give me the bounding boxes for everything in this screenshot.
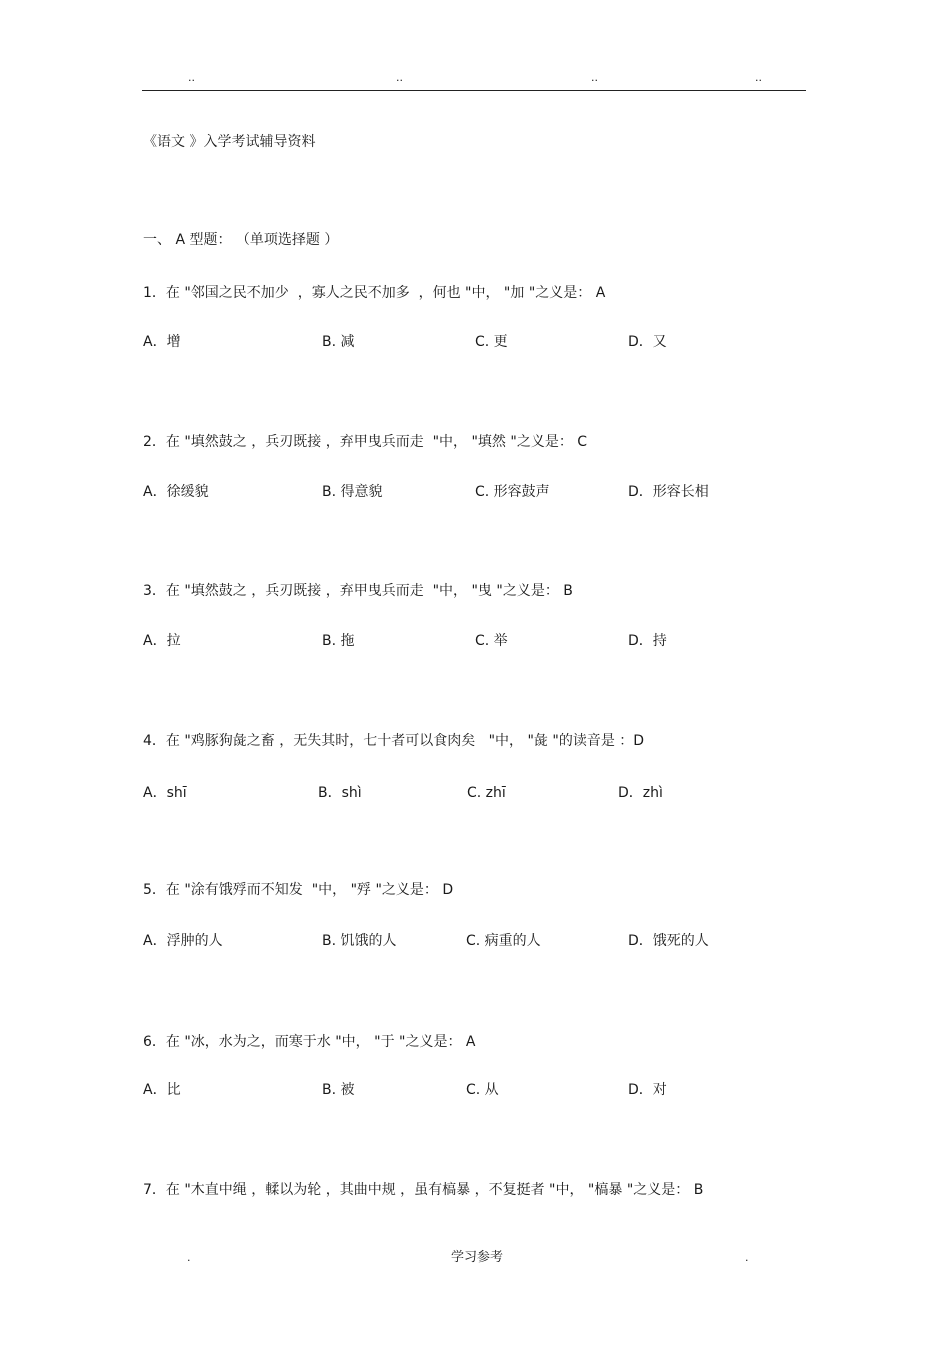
option-d: D．持 xyxy=(628,633,667,649)
option-a: A．浮肿的人 xyxy=(143,933,223,949)
header-dot: .. xyxy=(396,71,403,84)
option-b: B．shì xyxy=(318,785,362,801)
header-dot: .. xyxy=(188,71,195,84)
option-d: D．对 xyxy=(628,1082,667,1098)
option-c: C. 举 xyxy=(475,633,508,649)
question-stem: 6．在 "冰，水为之，而寒于水 "中， "于 "之义是： A xyxy=(143,1034,476,1050)
option-c: C. zhī xyxy=(467,785,506,801)
header-dot: .. xyxy=(591,71,598,84)
option-c: C. 更 xyxy=(475,334,508,350)
option-d: D．饿死的人 xyxy=(628,933,709,949)
option-c: C. 病重的人 xyxy=(466,933,541,949)
question-stem: 4．在 "鸡豚狗彘之畜 ，无失其时，七十者可以食肉矣 "中， "彘 "的读音是 ：D xyxy=(143,733,645,749)
option-d: D．zhì xyxy=(618,785,663,801)
footer-text: 学习参考 xyxy=(451,1250,504,1265)
option-a: A．徐缓貌 xyxy=(143,484,209,500)
header-rule xyxy=(142,90,806,91)
footer-dot-left: . xyxy=(187,1251,191,1264)
option-a: A．比 xyxy=(143,1082,181,1098)
option-b: B. 被 xyxy=(322,1082,355,1098)
document-title: 《语文 》入学考试辅导资料 xyxy=(143,134,316,150)
section-heading: 一、 A 型题： （单项选择题 ） xyxy=(143,232,339,248)
question-stem: 2．在 "填然鼓之 ，兵刃既接 ，弃甲曳兵而走 "中， "填然 "之义是： C xyxy=(143,434,588,450)
option-a: A．拉 xyxy=(143,633,181,649)
option-d: D．形容长相 xyxy=(628,484,709,500)
question-stem: 3．在 "填然鼓之 ，兵刃既接 ，弃甲曳兵而走 "中， "曳 "之义是： B xyxy=(143,583,573,599)
option-a: A．shī xyxy=(143,785,187,801)
question-stem: 5．在 "涂有饿殍而不知发 "中， "殍 "之义是： D xyxy=(143,882,454,898)
question-stem: 7．在 "木直中绳 ，輮以为轮 ，其曲中规 ，虽有槁暴 ，不复挺者 "中， "槁暴 "之义是： B xyxy=(143,1182,704,1198)
option-d: D．又 xyxy=(628,334,667,350)
option-b: B. 饥饿的人 xyxy=(322,933,397,949)
question-stem: 1．在 "邻国之民不加少 ，寡人之民不加多 ，何也 "中， "加 "之义是： A xyxy=(143,285,606,301)
option-b: B. 得意貌 xyxy=(322,484,383,500)
option-c: C. 从 xyxy=(466,1082,499,1098)
option-c: C. 形容鼓声 xyxy=(475,484,550,500)
option-a: A．增 xyxy=(143,334,181,350)
header-dot: .. xyxy=(755,71,762,84)
option-b: B. 减 xyxy=(322,334,355,350)
header-dots xyxy=(0,72,950,88)
option-b: B. 拖 xyxy=(322,633,355,649)
footer-dot-right: . xyxy=(745,1251,749,1264)
